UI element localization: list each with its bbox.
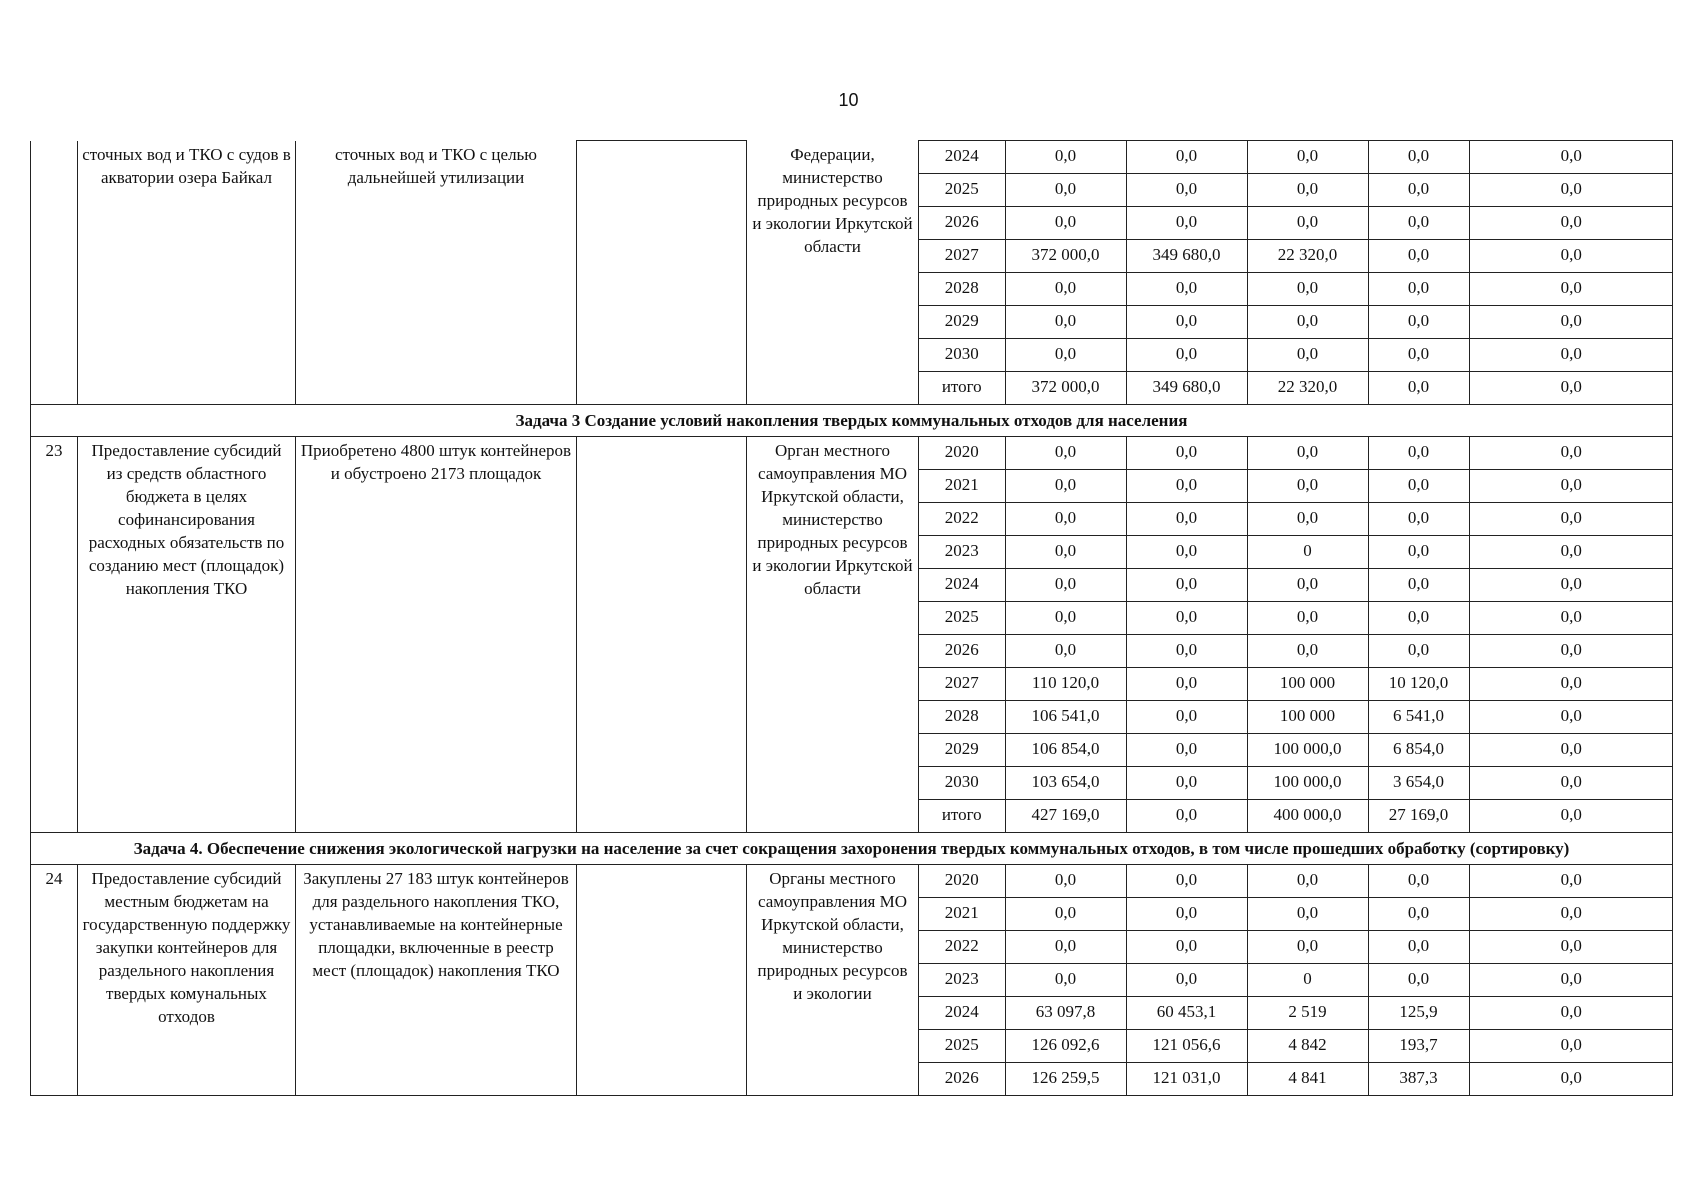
- federal-budget-cell: 0,0: [1126, 207, 1247, 240]
- other-sources-cell: 0,0: [1469, 898, 1673, 931]
- local-budget-cell: 0,0: [1368, 306, 1469, 339]
- other-sources-cell: 0,0: [1469, 207, 1673, 240]
- program-item-row: [31, 865, 1673, 1096]
- other-sources-cell: 0,0: [1469, 141, 1673, 174]
- year-row: [919, 1063, 1673, 1096]
- total-cell: 63 097,8: [1005, 997, 1126, 1030]
- funding-year-table: [919, 437, 1673, 832]
- regional-budget-cell: 0,0: [1247, 898, 1368, 931]
- year-row: [919, 1030, 1673, 1063]
- regional-budget-cell: 0: [1247, 964, 1368, 997]
- empty-cell: [577, 437, 747, 833]
- regional-budget-cell: 2 519: [1247, 997, 1368, 1030]
- item-number: 23: [31, 437, 78, 833]
- year-cell: 2026: [944, 1068, 979, 1087]
- year-cell: 2029: [919, 734, 1005, 767]
- local-budget-cell: 0,0: [1368, 865, 1469, 898]
- federal-budget-cell: 0,0: [1126, 898, 1247, 931]
- regional-budget-cell: 0,0: [1247, 437, 1368, 470]
- total-cell: 106 541,0: [1005, 701, 1126, 734]
- federal-budget-cell: 121 031,0: [1126, 1063, 1247, 1096]
- year-row: [919, 141, 1673, 174]
- regional-budget-cell: 400 000,0: [1247, 800, 1368, 833]
- year-cell: 2022: [919, 503, 1005, 536]
- year-row: [919, 437, 1673, 470]
- federal-budget-cell: 0,0: [1126, 141, 1247, 174]
- local-budget-cell: 0,0: [1368, 339, 1469, 372]
- local-budget-cell: 0,0: [1368, 635, 1469, 668]
- total-cell: 110 120,0: [1005, 668, 1126, 701]
- executor-description: Органы местного самоуправления МО Иркутской области, министерство природных ресурсов и экологии: [747, 865, 919, 1096]
- federal-budget-cell: 0,0: [1126, 470, 1247, 503]
- regional-budget-cell: 0,0: [1247, 635, 1368, 668]
- other-sources-cell: 0,0: [1469, 569, 1673, 602]
- local-budget-cell: 0,0: [1368, 372, 1469, 405]
- regional-budget-cell: 0,0: [1247, 207, 1368, 240]
- federal-budget-cell: 60 453,1: [1126, 997, 1247, 1030]
- local-budget-cell: 10 120,0: [1368, 668, 1469, 701]
- federal-budget-cell: 0,0: [1126, 174, 1247, 207]
- regional-budget-cell: 0,0: [1247, 503, 1368, 536]
- measure-description: Предоставление субсидий местным бюджетам на государственную поддержку закупки контейнеров для раздельного накопления твердых комунальных отходов: [78, 865, 296, 1096]
- total-cell: 0,0: [1005, 470, 1126, 503]
- regional-budget-cell: 0,0: [1247, 306, 1368, 339]
- total-cell: 372 000,0: [1005, 240, 1126, 273]
- expected-result: Приобретено 4800 штук контейнеров и обустроено 2173 площадок: [296, 437, 577, 833]
- executor-description: Федерации, министерство природных ресурсов и экологии Иркутской области: [747, 141, 919, 405]
- year-cell: 2024: [919, 569, 1005, 602]
- total-cell: 0,0: [1005, 931, 1126, 964]
- funding-year-table: [919, 865, 1673, 1095]
- local-budget-cell: 0,0: [1368, 964, 1469, 997]
- other-sources-cell: 0,0: [1469, 503, 1673, 536]
- measure-description: сточных вод и ТКО с судов в акватории озера Байкал: [78, 141, 296, 405]
- other-sources-cell: 0,0: [1469, 174, 1673, 207]
- total-cell: 0,0: [1005, 273, 1126, 306]
- other-sources-cell: 0,0: [1469, 372, 1673, 405]
- federal-budget-cell: 0,0: [1126, 503, 1247, 536]
- local-budget-cell: 0,0: [1368, 174, 1469, 207]
- federal-budget-cell: 349 680,0: [1126, 240, 1247, 273]
- task-header-row: [31, 833, 1673, 865]
- local-budget-cell: 3 654,0: [1368, 767, 1469, 800]
- year-cell: 2024: [919, 997, 1005, 1030]
- year-cell: 2030: [919, 767, 1005, 800]
- federal-budget-cell: 0,0: [1126, 800, 1247, 833]
- local-budget-cell: 0,0: [1368, 437, 1469, 470]
- funding-year-table: [919, 141, 1673, 404]
- federal-budget-cell: 0,0: [1126, 569, 1247, 602]
- regional-budget-cell: 100 000,0: [1247, 734, 1368, 767]
- year-cell: итого: [941, 805, 982, 824]
- local-budget-cell: 0,0: [1368, 898, 1469, 931]
- regional-budget-cell: 0,0: [1247, 931, 1368, 964]
- year-row: [919, 174, 1673, 207]
- local-budget-cell: 0,0: [1368, 141, 1469, 174]
- total-cell: 0,0: [1005, 141, 1126, 174]
- measure-description: Предоставление субсидий из средств областного бюджета в целях софинансирования расходных обязательств по созданию мест (площадок) накопления ТКО: [78, 437, 296, 833]
- total-cell: 0,0: [1005, 635, 1126, 668]
- other-sources-cell: 0,0: [1469, 437, 1673, 470]
- local-budget-cell: 0,0: [1368, 931, 1469, 964]
- regional-budget-cell: 0,0: [1247, 273, 1368, 306]
- year-cell: 2028: [919, 701, 1005, 734]
- total-row: [919, 372, 1673, 405]
- other-sources-cell: 0,0: [1469, 273, 1673, 306]
- regional-budget-cell: 0,0: [1247, 865, 1368, 898]
- year-row: [919, 339, 1673, 372]
- total-cell: 0,0: [1005, 865, 1126, 898]
- program-item-row: [31, 437, 1673, 833]
- page-number: 10: [838, 90, 859, 110]
- regional-budget-cell: 100 000,0: [1247, 767, 1368, 800]
- local-budget-cell: 6 854,0: [1368, 734, 1469, 767]
- other-sources-cell: 0,0: [1469, 470, 1673, 503]
- year-row: [919, 470, 1673, 503]
- other-sources-cell: 0,0: [1469, 865, 1673, 898]
- other-sources-cell: 0,0: [1469, 240, 1673, 273]
- regional-budget-cell: 0,0: [1247, 141, 1368, 174]
- year-row: [919, 701, 1673, 734]
- federal-budget-cell: 0,0: [1126, 602, 1247, 635]
- federal-budget-cell: 0,0: [1126, 273, 1247, 306]
- other-sources-cell: 0,0: [1469, 536, 1673, 569]
- total-cell: 0,0: [1005, 569, 1126, 602]
- task-header-row: [31, 405, 1673, 437]
- funding-by-year: [919, 865, 1673, 1096]
- federal-budget-cell: 0,0: [1126, 964, 1247, 997]
- year-cell: 2027: [919, 668, 1005, 701]
- other-sources-cell: 0,0: [1469, 1030, 1673, 1063]
- other-sources-cell: 0,0: [1469, 668, 1673, 701]
- local-budget-cell: 0,0: [1368, 470, 1469, 503]
- year-cell: 2025: [919, 174, 1005, 207]
- year-row: [919, 865, 1673, 898]
- federal-budget-cell: 0,0: [1126, 734, 1247, 767]
- total-cell: 0,0: [1005, 602, 1126, 635]
- total-cell: 103 654,0: [1005, 767, 1126, 800]
- total-cell: 0,0: [1005, 306, 1126, 339]
- year-cell: 2023: [919, 964, 1005, 997]
- other-sources-cell: 0,0: [1469, 306, 1673, 339]
- total-cell: 126 092,6: [1005, 1030, 1126, 1063]
- year-cell: 2020: [919, 865, 1005, 898]
- local-budget-cell: 0,0: [1368, 602, 1469, 635]
- federal-budget-cell: 0,0: [1126, 767, 1247, 800]
- other-sources-cell: 0,0: [1469, 635, 1673, 668]
- regional-budget-cell: 0,0: [1247, 569, 1368, 602]
- item-number: [31, 141, 78, 405]
- year-cell: 2021: [919, 470, 1005, 503]
- regional-budget-cell: 0,0: [1247, 174, 1368, 207]
- year-row: [919, 273, 1673, 306]
- regional-budget-cell: 4 841: [1247, 1063, 1368, 1096]
- local-budget-cell: 387,3: [1368, 1063, 1469, 1096]
- total-cell: 372 000,0: [1005, 372, 1126, 405]
- total-cell: 126 259,5: [1005, 1063, 1126, 1096]
- other-sources-cell: 0,0: [1469, 931, 1673, 964]
- regional-budget-cell: 0,0: [1247, 339, 1368, 372]
- program-item-row: [31, 141, 1673, 405]
- total-row: [919, 800, 1673, 833]
- other-sources-cell: 0,0: [1469, 602, 1673, 635]
- regional-budget-cell: 22 320,0: [1247, 372, 1368, 405]
- expected-result: сточных вод и ТКО с целью дальнейшей утилизации: [296, 141, 577, 405]
- local-budget-cell: 0,0: [1368, 536, 1469, 569]
- year-cell: 2025: [919, 602, 1005, 635]
- other-sources-cell: 0,0: [1469, 767, 1673, 800]
- year-cell: 2026: [919, 207, 1005, 240]
- federal-budget-cell: 0,0: [1126, 701, 1247, 734]
- local-budget-cell: 27 169,0: [1368, 800, 1469, 833]
- total-cell: 0,0: [1005, 964, 1126, 997]
- local-budget-cell: 125,9: [1368, 997, 1469, 1030]
- empty-cell: [577, 865, 747, 1096]
- year-row: [919, 536, 1673, 569]
- year-row: [919, 997, 1673, 1030]
- year-cell: 2030: [919, 339, 1005, 372]
- year-row: [919, 306, 1673, 339]
- federal-budget-cell: 0,0: [1126, 668, 1247, 701]
- year-cell: 2029: [919, 306, 1005, 339]
- local-budget-cell: 0,0: [1368, 207, 1469, 240]
- total-cell: 106 854,0: [1005, 734, 1126, 767]
- program-table: [30, 140, 1673, 1096]
- regional-budget-cell: 4 842: [1247, 1030, 1368, 1063]
- task-header: Задача 4. Обеспечение снижения экологической нагрузки на население за счет сокращения захоронения твердых коммунальных отходов, в том числе прошедших обработку (сортировку): [31, 833, 1673, 865]
- federal-budget-cell: 121 056,6: [1126, 1030, 1247, 1063]
- year-row: [919, 240, 1673, 273]
- funding-by-year: [919, 437, 1673, 833]
- other-sources-cell: 0,0: [1469, 1063, 1673, 1096]
- regional-budget-cell: 0,0: [1247, 602, 1368, 635]
- year-row: [919, 964, 1673, 997]
- other-sources-cell: 0,0: [1469, 701, 1673, 734]
- federal-budget-cell: 0,0: [1126, 536, 1247, 569]
- other-sources-cell: 0,0: [1469, 339, 1673, 372]
- task-header: Задача 3 Создание условий накопления твердых коммунальных отходов для населения: [31, 405, 1673, 437]
- funding-by-year: [919, 141, 1673, 405]
- year-row: [919, 207, 1673, 240]
- year-cell: 2024: [919, 141, 1005, 174]
- year-row: [919, 569, 1673, 602]
- other-sources-cell: 0,0: [1469, 997, 1673, 1030]
- local-budget-cell: 0,0: [1368, 569, 1469, 602]
- total-cell: 427 169,0: [1005, 800, 1126, 833]
- year-cell: 2020: [919, 437, 1005, 470]
- year-cell: 2021: [919, 898, 1005, 931]
- year-cell: итого: [941, 377, 982, 396]
- regional-budget-cell: 0: [1247, 536, 1368, 569]
- year-cell: 2027: [919, 240, 1005, 273]
- year-cell: 2025: [919, 1030, 1005, 1063]
- federal-budget-cell: 0,0: [1126, 306, 1247, 339]
- federal-budget-cell: 0,0: [1126, 437, 1247, 470]
- item-number: 24: [31, 865, 78, 1096]
- other-sources-cell: 0,0: [1469, 964, 1673, 997]
- total-cell: 0,0: [1005, 437, 1126, 470]
- executor-description: Орган местного самоуправления МО Иркутской области, министерство природных ресурсов и экологии Иркутской области: [747, 437, 919, 833]
- year-row: [919, 734, 1673, 767]
- federal-budget-cell: 0,0: [1126, 865, 1247, 898]
- year-row: [919, 767, 1673, 800]
- regional-budget-cell: 100 000: [1247, 701, 1368, 734]
- total-cell: 0,0: [1005, 207, 1126, 240]
- year-cell: 2022: [919, 931, 1005, 964]
- other-sources-cell: 0,0: [1469, 800, 1673, 833]
- regional-budget-cell: 100 000: [1247, 668, 1368, 701]
- local-budget-cell: 0,0: [1368, 240, 1469, 273]
- federal-budget-cell: 349 680,0: [1126, 372, 1247, 405]
- year-row: [919, 602, 1673, 635]
- year-cell: 2028: [919, 273, 1005, 306]
- total-cell: 0,0: [1005, 174, 1126, 207]
- total-cell: 0,0: [1005, 339, 1126, 372]
- year-cell: 2026: [919, 635, 1005, 668]
- total-cell: 0,0: [1005, 536, 1126, 569]
- local-budget-cell: 6 541,0: [1368, 701, 1469, 734]
- year-row: [919, 668, 1673, 701]
- federal-budget-cell: 0,0: [1126, 339, 1247, 372]
- federal-budget-cell: 0,0: [1126, 635, 1247, 668]
- other-sources-cell: 0,0: [1469, 734, 1673, 767]
- program-table-sheet: [30, 140, 1672, 1096]
- regional-budget-cell: 0,0: [1247, 470, 1368, 503]
- year-cell: 2023: [919, 536, 1005, 569]
- total-cell: 0,0: [1005, 503, 1126, 536]
- year-row: [919, 898, 1673, 931]
- expected-result: Закуплены 27 183 штук контейнеров для раздельного накопления ТКО, устанавливаемые на контейнерные площадки, включенные в реестр мест (площадок) накопления ТКО: [296, 865, 577, 1096]
- year-row: [919, 931, 1673, 964]
- year-row: [919, 635, 1673, 668]
- federal-budget-cell: 0,0: [1126, 931, 1247, 964]
- local-budget-cell: 0,0: [1368, 273, 1469, 306]
- local-budget-cell: 193,7: [1368, 1030, 1469, 1063]
- local-budget-cell: 0,0: [1368, 503, 1469, 536]
- year-row: [919, 503, 1673, 536]
- empty-cell: [577, 141, 747, 405]
- total-cell: 0,0: [1005, 898, 1126, 931]
- regional-budget-cell: 22 320,0: [1247, 240, 1368, 273]
